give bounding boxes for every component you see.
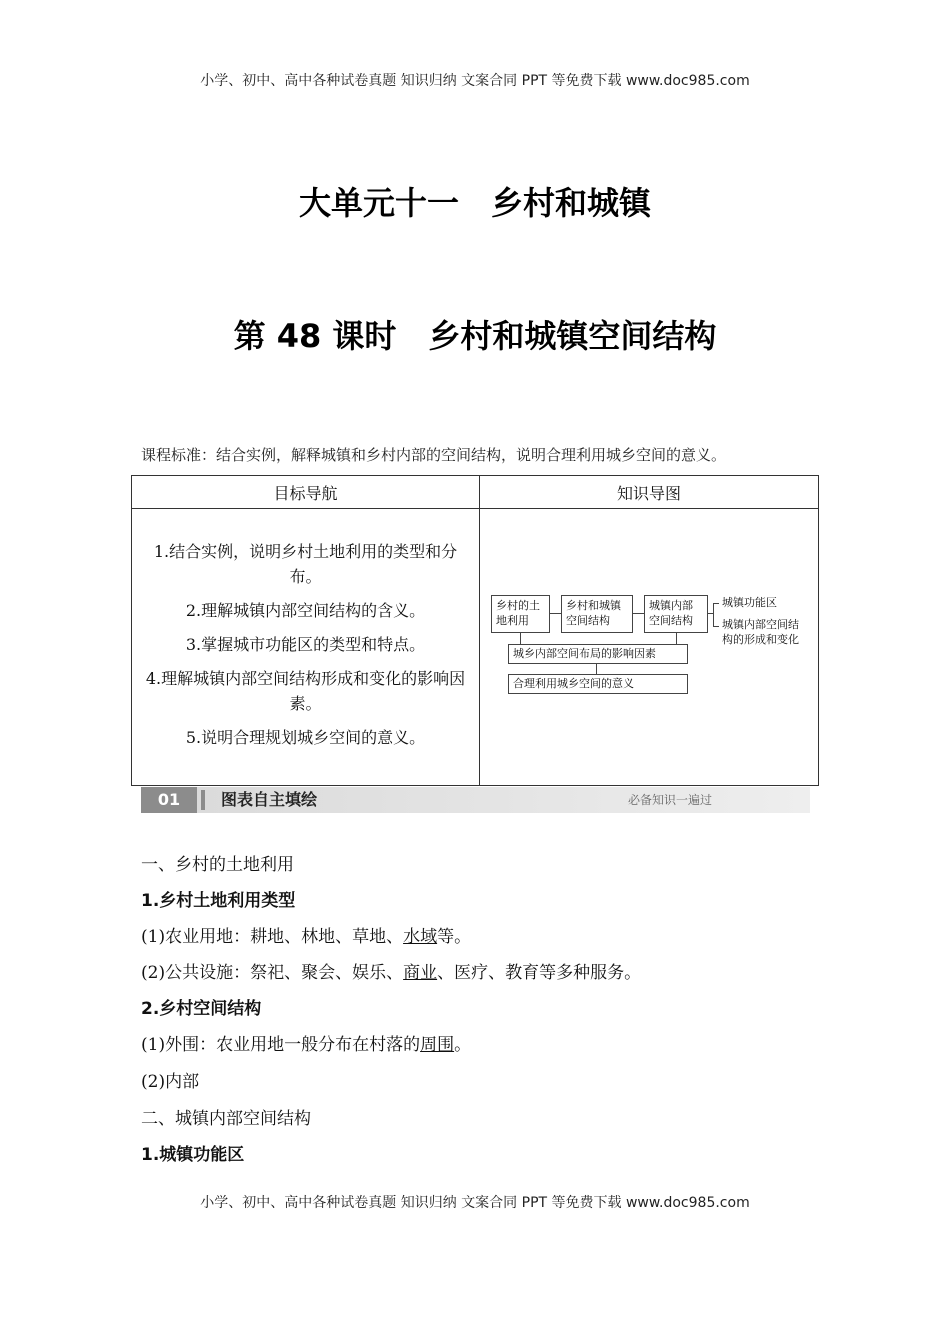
mindmap-edge — [596, 664, 597, 674]
lesson-title: 第 48 课时 乡村和城镇空间结构 — [233, 317, 717, 355]
node-text: 乡村和城镇 — [566, 599, 621, 612]
goal-item: 1.结合实例，说明乡村土地利用的类型和分布。 — [153, 542, 458, 586]
answer-blank: 周围 — [420, 1035, 455, 1055]
mindmap-header: 知识导图 — [480, 476, 819, 509]
page-footer: 小学、初中、高中各种试卷真题 知识归纳 文案合同 PPT 等免费下载 www.doc985.com — [200, 1195, 750, 1211]
subheading-rural-structure: 2.乡村空间结构 — [141, 999, 262, 1019]
goal-item: 4.理解城镇内部空间结构形成和变化的影响因素。 — [145, 669, 466, 713]
branch-text: 构的形成和变化 — [722, 633, 799, 646]
goals-header: 目标导航 — [132, 476, 480, 509]
goals-cell — [132, 509, 480, 786]
mindmap-node-rural-land — [491, 595, 550, 633]
text: 、医疗、教育等多种服务。 — [437, 963, 642, 983]
page-header: 小学、初中、高中各种试卷真题 知识归纳 文案合同 PPT 等免费下载 www.doc985.com — [200, 73, 750, 89]
mindmap-edge — [520, 633, 521, 644]
text: (2)公共设施：祭祀、聚会、娱乐、 — [141, 963, 404, 983]
mindmap-edge — [713, 603, 719, 604]
goals-list — [132, 509, 479, 750]
section-number: 01 — [141, 787, 197, 813]
goals-table — [131, 475, 819, 786]
mindmap-edge — [713, 626, 719, 627]
mindmap-node-spatial-structure — [561, 595, 633, 633]
heading-urban-structure: 二、城镇内部空间结构 — [141, 1109, 311, 1129]
mindmap-node-significance: 合理利用城乡空间的意义 — [508, 674, 688, 694]
node-text: 地利用 — [496, 614, 529, 627]
section-title: 图表自主填绘 — [221, 790, 318, 809]
subheading-land-use-types: 1.乡村土地利用类型 — [141, 891, 296, 911]
paragraph-agricultural — [141, 922, 471, 947]
mindmap-edge — [633, 613, 644, 614]
heading-rural-land-use: 一、乡村的土地利用 — [141, 855, 294, 875]
mindmap-node-influence-factors: 城乡内部空间布局的影响因素 — [508, 644, 688, 664]
goal-item: 2.理解城镇内部空间结构的含义。 — [185, 601, 426, 620]
text: 。 — [454, 1035, 472, 1055]
paragraph-interior: (2)内部 — [141, 1072, 200, 1092]
mindmap-edge — [713, 603, 714, 627]
paragraph-periphery — [141, 1030, 471, 1055]
node-text: 城镇内部 — [649, 599, 693, 612]
subheading-functional-zones: 1.城镇功能区 — [141, 1145, 245, 1165]
mindmap-edge — [676, 633, 677, 644]
section-band — [141, 787, 810, 813]
node-text: 乡村的土 — [496, 599, 540, 612]
node-text: 空间结构 — [566, 614, 610, 627]
mindmap-cell — [480, 509, 819, 786]
branch-text: 城镇内部空间结 — [722, 618, 799, 631]
paragraph-public-facilities — [141, 958, 641, 983]
mindmap-branch-functional-zones: 城镇功能区 — [722, 596, 777, 609]
section-divider — [201, 790, 205, 810]
node-text: 空间结构 — [649, 614, 693, 627]
answer-blank: 商业 — [403, 963, 438, 983]
section-note: 必备知识一遍过 — [627, 793, 712, 807]
goal-item: 3.掌握城市功能区的类型和特点。 — [185, 635, 426, 654]
goal-item: 5.说明合理规划城乡空间的意义。 — [185, 728, 426, 747]
text: (1)农业用地：耕地、林地、草地、 — [141, 927, 404, 947]
unit-title: 大单元十一 乡村和城镇 — [298, 184, 651, 222]
mindmap-node-urban-structure — [644, 595, 708, 633]
text: 等。 — [437, 927, 472, 947]
curriculum-standard: 课程标准：结合实例，解释城镇和乡村内部的空间结构，说明合理利用城乡空间的意义。 — [141, 446, 727, 464]
mindmap-branch-formation — [722, 617, 799, 647]
mindmap-edge — [550, 613, 561, 614]
text: (1)外围：农业用地一般分布在村落的 — [141, 1035, 421, 1055]
answer-blank: 水域 — [403, 927, 438, 947]
